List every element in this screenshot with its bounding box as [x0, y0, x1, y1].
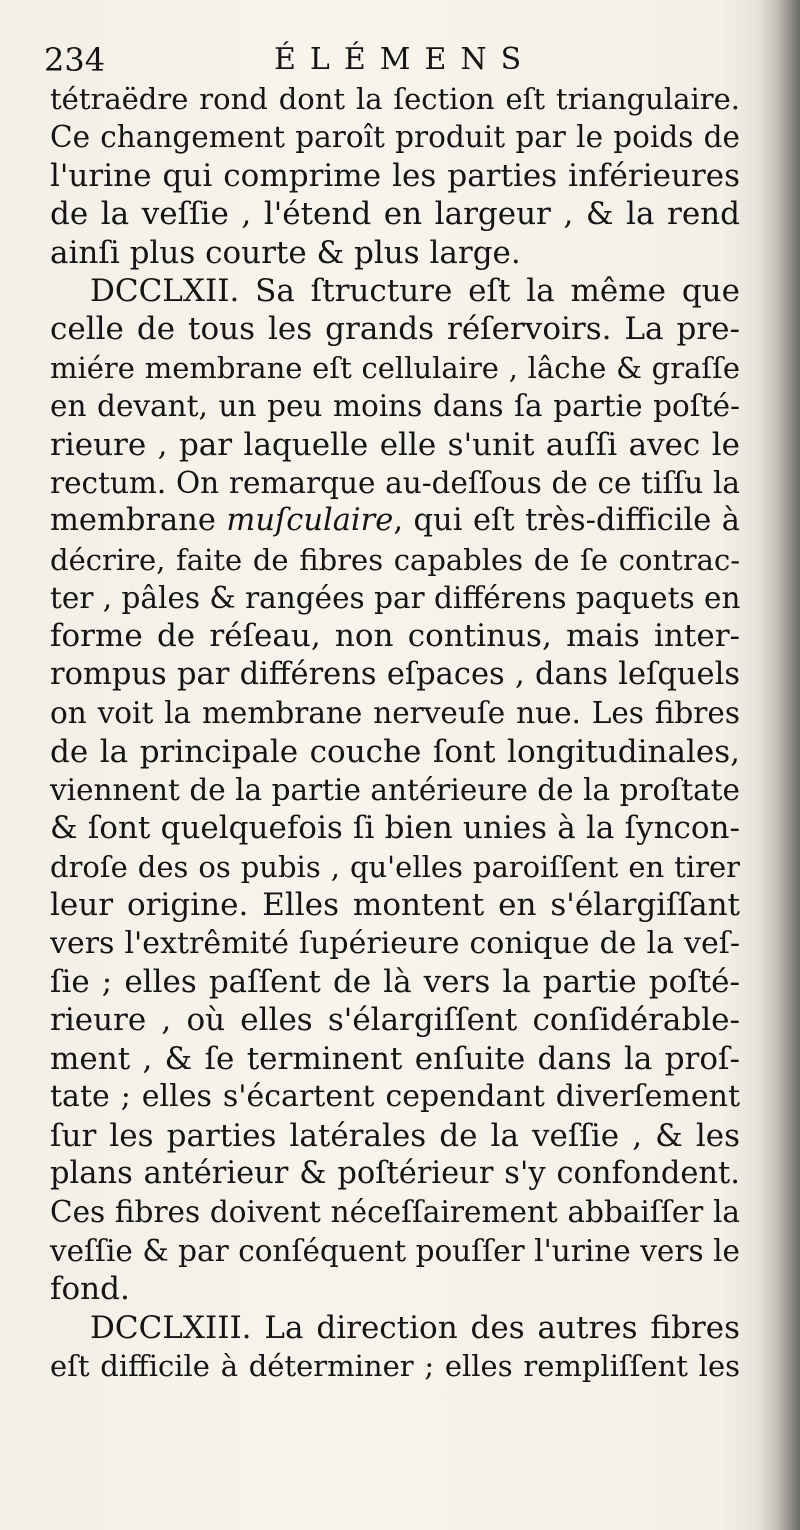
text-line: on voit la membrane nerveuſe nue. Les fibres: [50, 696, 740, 731]
running-title: ÉLÉMENS: [274, 42, 536, 77]
text-line: & ſont quelquefois ſi bien unies à la ſyncon-: [50, 810, 740, 847]
text-line: fond.: [50, 1271, 130, 1308]
text-line: rieure , où elles s'élargiſſent conſidérable-: [50, 1002, 740, 1039]
text-line: ſur les parties latérales de la veſſie , & les: [50, 1117, 740, 1154]
text-line: ainſi plus courte & plus large.: [50, 234, 521, 271]
text-line: tate ; elles s'écartent cependant diverſement: [50, 1079, 740, 1115]
page-number: 234: [44, 41, 106, 79]
text-line: tétraëdre rond dont la ſection eſt triangulaire.: [50, 82, 740, 116]
text-line: rectum. On remarque au-deſſous de ce tiſſu la: [50, 465, 740, 500]
text-line: de la principale couche ſont longitudinales,: [50, 733, 740, 770]
text-line: ſie ; elles paſſent de là vers la partie poſté-: [50, 963, 740, 1000]
text-line: de la veſſie , l'étend en largeur , & la rend: [50, 196, 740, 233]
text-line: viennent de la partie antérieure de la proſtate: [50, 773, 740, 808]
text-line: droſe des os pubis , qu'elles paroiſſent en tirer: [50, 849, 740, 884]
text-line: Ces fibres doivent néceſſairement abbaiſſer la: [50, 1195, 740, 1230]
page-header: [44, 38, 734, 82]
text-line: rieure , par laquelle elle s'unit auſſi avec le: [50, 426, 740, 463]
text-line: ment , & ſe terminent enſuite dans la proſ-: [50, 1040, 740, 1077]
text-line: forme de réſeau, non continus, mais inter-: [50, 618, 740, 655]
text-line: rompus par différens eſpaces , dans leſquels: [50, 656, 740, 692]
text-line: celle de tous les grands réſervoirs. La pre-: [50, 311, 740, 348]
body-text: [50, 80, 740, 1385]
text-line: vers l'extrêmité ſupérieure conique de la veſ-: [50, 925, 740, 961]
paragraph-start-line: DCCLXIII. La direction des autres fibres: [90, 1309, 740, 1346]
text-line: membrane muſculaire, qui eſt très-difficile à: [50, 503, 740, 539]
paragraph-start-line: DCCLXII. Sa ſtructure eſt la même que: [90, 272, 740, 309]
page-edge-shadow: [758, 0, 800, 1530]
text-line: miére membrane eſt cellulaire , lâche & graſſe: [50, 350, 740, 385]
text-line: plans antérieur & poſtérieur s'y confondent.: [50, 1155, 740, 1191]
italic-term: muſculaire: [226, 503, 394, 539]
text-line: eſt difficile à déterminer ; elles rempliſſent les: [50, 1348, 740, 1383]
text-line: ter , pâles & rangées par différens paquets en: [50, 581, 740, 616]
text-line: décrire, faite de fibres capables de ſe contrac-: [50, 542, 740, 577]
text-line: l'urine qui comprime les parties inférieures: [50, 157, 740, 194]
text-line: leur origine. Elles montent en s'élargiſſant: [50, 887, 740, 924]
text-line: Ce changement paroît produit par le poids de: [50, 120, 740, 155]
text-line: en devant, un peu moins dans ſa partie poſté-: [50, 389, 740, 424]
text-line: veſſie & par conſéquent pouſſer l'urine vers le: [50, 1233, 740, 1268]
